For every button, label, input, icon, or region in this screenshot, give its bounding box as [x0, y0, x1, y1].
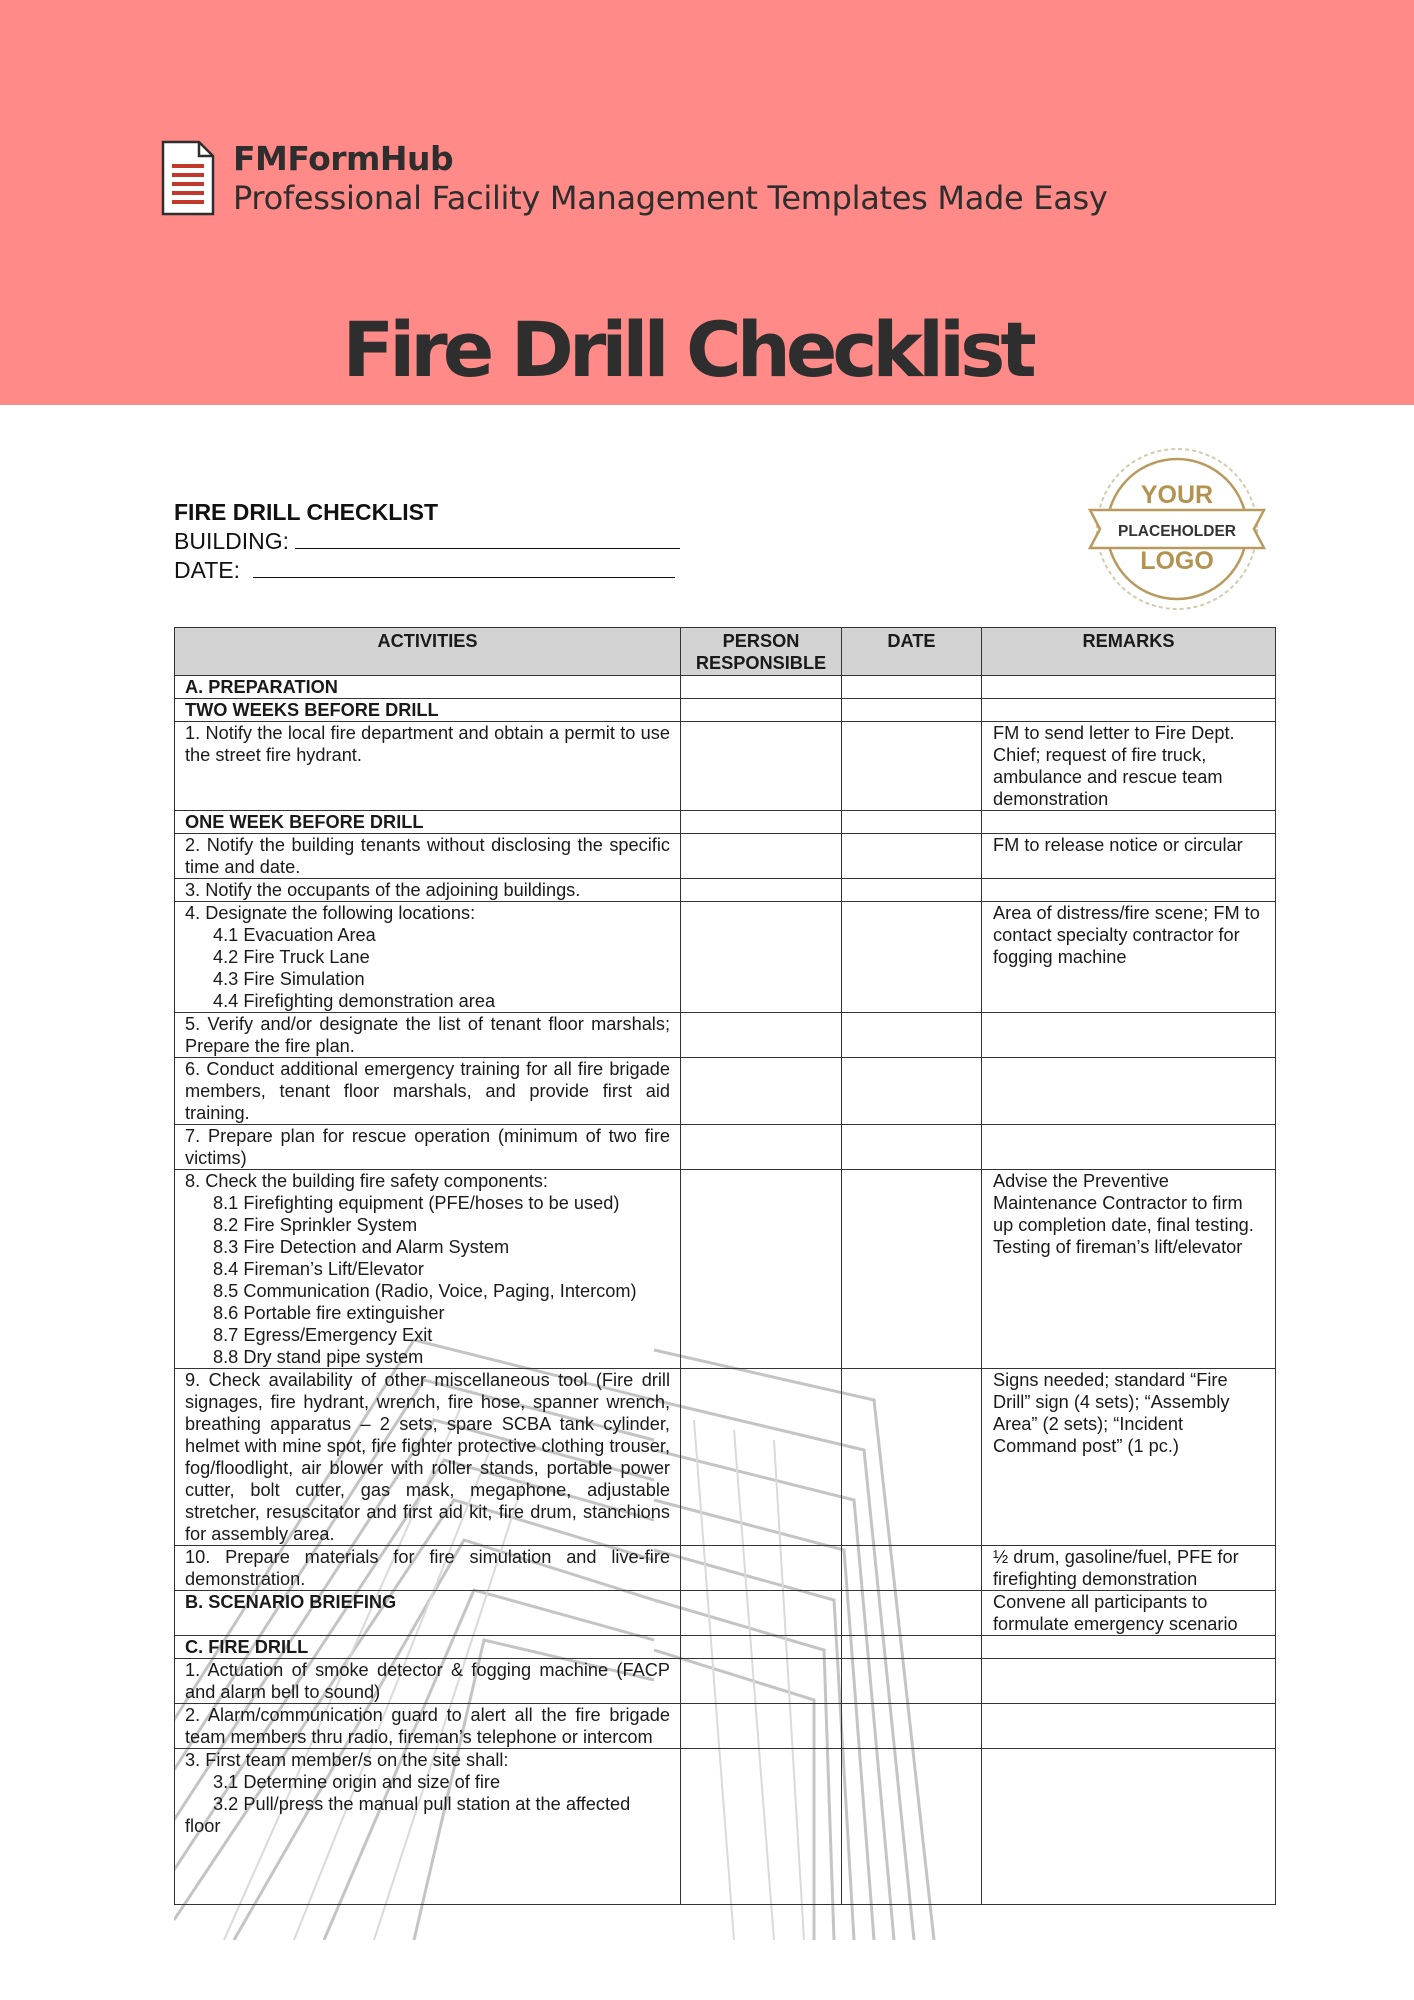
activity-cell: 6. Conduct additional emergency training for all fire brigade members, tenant floor marshals, and provide first aid training. — [175, 1058, 681, 1125]
date-cell[interactable] — [842, 879, 982, 902]
sub-item: 4.1 Evacuation Area — [213, 925, 376, 945]
table-row — [175, 834, 1276, 879]
remarks-cell — [982, 879, 1276, 902]
brand — [161, 140, 1108, 218]
logo-line-placeholder: PLACEHOLDER — [1118, 523, 1236, 540]
sub-item: 8.3 Fire Detection and Alarm System — [213, 1237, 510, 1257]
activity-cell: A. PREPARATION — [175, 676, 681, 699]
table-row — [175, 1546, 1276, 1591]
date-label: DATE: — [174, 557, 241, 583]
checklist-table — [174, 627, 1276, 1905]
placeholder-logo — [1082, 444, 1272, 614]
table-row — [175, 1704, 1276, 1749]
date-cell[interactable] — [842, 699, 982, 722]
person-cell[interactable] — [681, 902, 842, 1013]
activity-cell: ONE WEEK BEFORE DRILL — [175, 811, 681, 834]
person-cell[interactable] — [681, 1369, 842, 1546]
sub-item: 8.7 Egress/Emergency Exit — [213, 1325, 433, 1345]
sub-item: 8.6 Portable fire extinguisher — [213, 1303, 445, 1323]
logo-line-logo: LOGO — [1140, 547, 1214, 575]
remarks-cell — [982, 1013, 1276, 1058]
remarks-cell — [982, 1704, 1276, 1749]
sub-item: 8.4 Fireman’s Lift/Elevator — [213, 1259, 424, 1279]
activity-cell: 9. Check availability of other miscellaneous tool (Fire drill signages, fire hydrant, wrench, fire hose, spanner wrench, breathing apparatus – 2 sets, spare SCBA tank cylinder, helmet with mine spot, fire fighter protective clothing trouser, fog/floodlight, air blower with roller stands, portable power cutter, bolt cutter, gas mask, megaphone, adjustable stretcher, resuscitator and first aid kit, fire drum, stanchions for assembly area. — [175, 1369, 681, 1546]
person-cell[interactable] — [681, 1659, 842, 1704]
logo-line-your: YOUR — [1140, 481, 1214, 509]
date-cell[interactable] — [842, 676, 982, 699]
date-cell[interactable] — [842, 1591, 982, 1636]
activity-cell: B. SCENARIO BRIEFING — [175, 1591, 681, 1636]
table-row — [175, 1058, 1276, 1125]
table-row — [175, 1636, 1276, 1659]
remarks-cell — [982, 1636, 1276, 1659]
table-row — [175, 879, 1276, 902]
remarks-cell — [982, 1170, 1276, 1369]
activity-cell: C. FIRE DRILL — [175, 1636, 681, 1659]
table-row — [175, 1659, 1276, 1704]
table-row — [175, 676, 1276, 699]
table-row — [175, 722, 1276, 811]
date-cell[interactable] — [842, 811, 982, 834]
date-cell[interactable] — [842, 1546, 982, 1591]
person-cell[interactable] — [681, 1704, 842, 1749]
header-activities: ACTIVITIES — [175, 628, 681, 676]
remarks-cell — [982, 1659, 1276, 1704]
form-title: FIRE DRILL CHECKLIST — [174, 499, 439, 525]
remarks-cell — [982, 1749, 1276, 1905]
building-field[interactable] — [295, 526, 680, 549]
activity-cell — [175, 902, 681, 1013]
activity-cell — [175, 1749, 681, 1905]
activity-cell: 3. Notify the occupants of the adjoining buildings. — [175, 879, 681, 902]
remarks-cell — [982, 1125, 1276, 1170]
activity-cell: 10. Prepare materials for fire simulation and live-fire demonstration. — [175, 1546, 681, 1591]
activity-cell: 5. Verify and/or designate the list of tenant floor marshals; Prepare the fire plan. — [175, 1013, 681, 1058]
person-cell[interactable] — [681, 1636, 842, 1659]
remarks-cell: Area of distress/fire scene; FM to contact specialty contractor for fogging machine — [982, 902, 1276, 1013]
person-cell[interactable] — [681, 1591, 842, 1636]
date-cell[interactable] — [842, 1170, 982, 1369]
table-row — [175, 811, 1276, 834]
date-cell[interactable] — [842, 1369, 982, 1546]
header-person-responsible: PERSON RESPONSIBLE — [681, 628, 842, 676]
person-cell[interactable] — [681, 879, 842, 902]
header-banner — [0, 0, 1414, 405]
sub-item: 8.5 Communication (Radio, Voice, Paging, Intercom) — [213, 1281, 637, 1301]
activity-cell — [175, 1170, 681, 1369]
person-cell[interactable] — [681, 1125, 842, 1170]
remarks-cell: Convene all participants to formulate emergency scenario — [982, 1591, 1276, 1636]
activity-cell: 2. Alarm/communication guard to alert all the fire brigade team members thru radio, fireman’s telephone or intercom — [175, 1704, 681, 1749]
activity-text: 8. Check the building fire safety components: — [185, 1171, 548, 1191]
person-cell[interactable] — [681, 834, 842, 879]
sub-item: 8.8 Dry stand pipe system — [213, 1347, 424, 1367]
activity-text-tail: floor — [185, 1816, 221, 1836]
header-remarks: REMARKS — [982, 628, 1276, 676]
sub-item: 8.2 Fire Sprinkler System — [213, 1215, 418, 1235]
date-cell[interactable] — [842, 1659, 982, 1704]
date-cell[interactable] — [842, 1749, 982, 1905]
person-cell[interactable] — [681, 1749, 842, 1905]
remarks-cell — [982, 699, 1276, 722]
activity-cell: 1. Notify the local fire department and obtain a permit to use the street fire hydrant. — [175, 722, 681, 811]
sub-item: 8.1 Firefighting equipment (PFE/hoses to be used) — [213, 1193, 620, 1213]
date-field[interactable] — [253, 555, 675, 578]
remarks-cell: ½ drum, gasoline/fuel, PFE for firefighting demonstration — [982, 1546, 1276, 1591]
sub-item: 4.2 Fire Truck Lane — [213, 947, 370, 967]
person-cell[interactable] — [681, 1058, 842, 1125]
table-header-row — [175, 628, 1276, 676]
remarks-cell: Signs needed; standard “Fire Drill” sign (4 sets); “Assembly Area” (2 sets); “Incident Command post” (1 pc.) — [982, 1369, 1276, 1546]
table-row — [175, 1591, 1276, 1636]
date-cell[interactable] — [842, 1704, 982, 1749]
date-cell[interactable] — [842, 1636, 982, 1659]
table-row — [175, 1369, 1276, 1546]
table-row — [175, 1125, 1276, 1170]
table-row — [175, 1749, 1276, 1905]
brand-name: FMFormHub — [233, 139, 454, 178]
remarks-cell — [982, 811, 1276, 834]
sub-item: 3.2 Pull/press the manual pull station at the affected — [213, 1794, 631, 1814]
table-row — [175, 902, 1276, 1013]
person-cell[interactable] — [681, 1546, 842, 1591]
person-cell[interactable] — [681, 699, 842, 722]
document-icon — [161, 140, 215, 216]
sub-item: 4.4 Firefighting demonstration area — [213, 991, 496, 1011]
activity-text: 3. First team member/s on the site shall: — [185, 1750, 509, 1770]
activity-cell: 2. Notify the building tenants without disclosing the specific time and date. — [175, 834, 681, 879]
activity-cell: 1. Actuation of smoke detector & fogging machine (FACP and alarm bell to sound) — [175, 1659, 681, 1704]
date-cell[interactable] — [842, 834, 982, 879]
remarks-cell: FM to send letter to Fire Dept. Chief; request of fire truck, ambulance and rescue team demonstration — [982, 722, 1276, 811]
activity-text: 4. Designate the following locations: — [185, 903, 476, 923]
activity-cell: TWO WEEKS BEFORE DRILL — [175, 699, 681, 722]
table-row — [175, 1170, 1276, 1369]
person-cell[interactable] — [681, 676, 842, 699]
page-title: Fire Drill Checklist — [342, 305, 1032, 394]
remarks-cell: FM to release notice or circular — [982, 834, 1276, 879]
date-cell[interactable] — [842, 722, 982, 811]
date-cell[interactable] — [842, 1125, 982, 1170]
building-label: BUILDING: — [174, 528, 290, 554]
remarks-cell — [982, 676, 1276, 699]
person-cell[interactable] — [681, 811, 842, 834]
person-cell[interactable] — [681, 1013, 842, 1058]
remarks-cell — [982, 1058, 1276, 1125]
date-cell[interactable] — [842, 902, 982, 1013]
sub-item: 4.3 Fire Simulation — [213, 969, 365, 989]
activity-cell: 7. Prepare plan for rescue operation (minimum of two fire victims) — [175, 1125, 681, 1170]
person-cell[interactable] — [681, 722, 842, 811]
remarks-text: Advise the Preventive Maintenance Contractor to firm up completion date, final testing. — [993, 1171, 1254, 1235]
remarks-text: Testing of fireman’s lift/elevator — [993, 1237, 1243, 1257]
table-row — [175, 1013, 1276, 1058]
date-cell[interactable] — [842, 1058, 982, 1125]
brand-tagline: Professional Facility Management Templates Made Easy — [233, 179, 1108, 217]
header-date: DATE — [842, 628, 982, 676]
person-cell[interactable] — [681, 1170, 842, 1369]
form-header — [174, 498, 680, 584]
sub-item: 3.1 Determine origin and size of fire — [213, 1772, 501, 1792]
table-row — [175, 699, 1276, 722]
date-cell[interactable] — [842, 1013, 982, 1058]
